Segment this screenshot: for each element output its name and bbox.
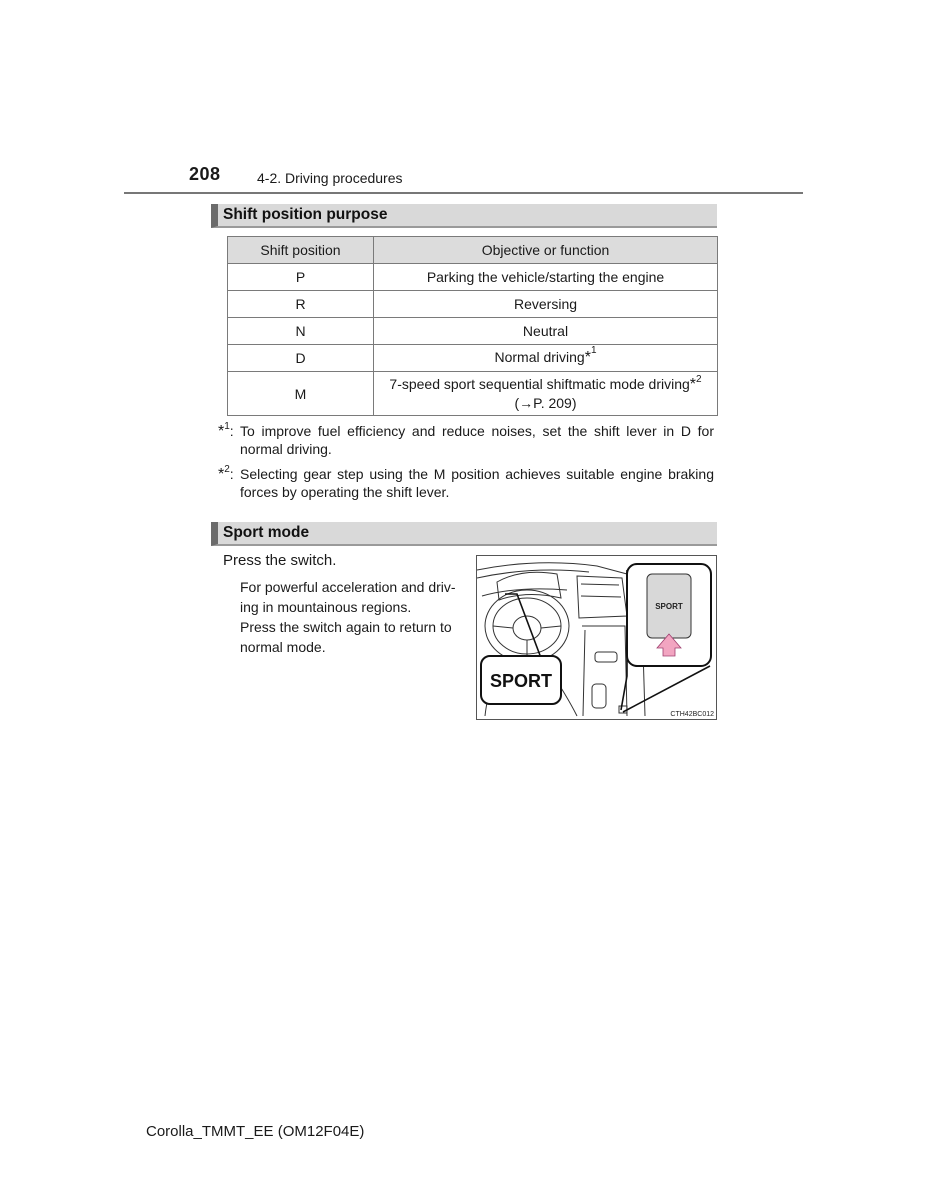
switch-label: SPORT bbox=[655, 602, 683, 611]
footnote-star: * bbox=[689, 376, 697, 393]
page-reference: (→P. 209) bbox=[514, 395, 577, 411]
shift-position-cell: R bbox=[228, 291, 374, 318]
function-cell: Neutral bbox=[374, 318, 718, 345]
footnote-star: * bbox=[584, 349, 591, 366]
description-line: For powerful acceleration and driv- bbox=[240, 579, 456, 595]
footnote-1 bbox=[218, 422, 714, 458]
description-line: normal mode. bbox=[240, 639, 326, 655]
instruction-text: Press the switch. bbox=[223, 552, 337, 569]
function-cell: Reversing bbox=[374, 291, 718, 318]
shift-position-table bbox=[227, 236, 718, 416]
illustration-code: CTH42BC012 bbox=[670, 711, 714, 718]
table-row bbox=[228, 318, 718, 345]
table-row bbox=[228, 345, 718, 372]
function-cell bbox=[374, 372, 718, 416]
function-text: Normal driving bbox=[494, 349, 585, 365]
function-cell bbox=[374, 345, 718, 372]
section-heading-sport-mode bbox=[211, 522, 717, 546]
page-number: 208 bbox=[189, 164, 221, 184]
table-row bbox=[228, 291, 718, 318]
description-line: Press the switch again to return to bbox=[240, 619, 452, 635]
function-text: 7-speed sport sequential shiftmatic mode driving bbox=[389, 376, 690, 392]
section-title: Sport mode bbox=[223, 524, 310, 541]
column-header: Objective or function bbox=[374, 237, 718, 264]
footnote-2 bbox=[218, 465, 714, 501]
table-row bbox=[228, 372, 718, 416]
header-rule bbox=[124, 192, 803, 194]
section-title: Shift position purpose bbox=[223, 206, 388, 223]
table-header-row bbox=[228, 237, 718, 264]
shift-position-cell: N bbox=[228, 318, 374, 345]
shift-position-cell: M bbox=[228, 372, 374, 416]
sport-callout-label: SPORT bbox=[489, 671, 553, 691]
footnote-ref: 2 bbox=[696, 374, 702, 385]
shift-position-cell: P bbox=[228, 264, 374, 291]
sport-mode-description bbox=[240, 577, 464, 657]
table-row bbox=[228, 264, 718, 291]
footnote-ref: 1 bbox=[590, 345, 597, 356]
footnote-text: Selecting gear step using the M position achieves suitable engine braking forces by operating the shift lever. bbox=[240, 466, 714, 500]
footnote-text: To improve fuel efficiency and reduce noises, set the shift lever in D for normal driving. bbox=[240, 423, 714, 457]
description-line: ing in mountainous regions. bbox=[240, 599, 412, 615]
chapter-title: 4-2. Driving procedures bbox=[257, 170, 403, 186]
footer-text: Corolla_TMMT_EE (OM12F04E) bbox=[146, 1123, 365, 1140]
footnote-marker: *$^1$: bbox=[218, 421, 234, 440]
section-heading-shift-position bbox=[211, 204, 717, 228]
shift-position-cell: D bbox=[228, 345, 374, 372]
column-header: Shift position bbox=[228, 237, 374, 264]
function-cell: Parking the vehicle/starting the engine bbox=[374, 264, 718, 291]
sport-switch-illustration bbox=[476, 555, 717, 720]
footnote-marker: *$^2$: bbox=[218, 464, 234, 483]
